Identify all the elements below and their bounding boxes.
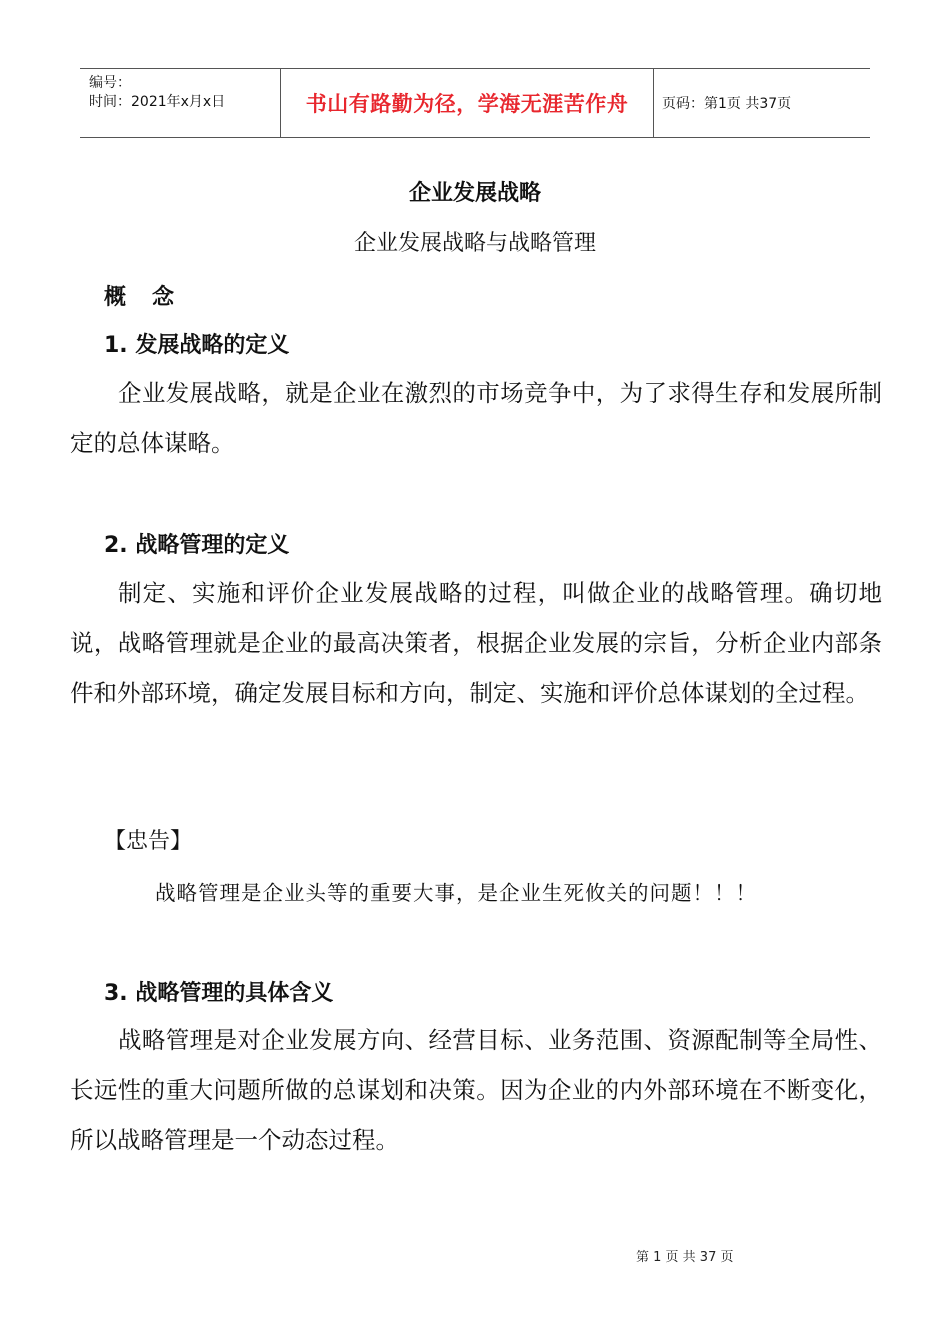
- concept-heading-char-1: 概: [104, 285, 127, 310]
- advice-heading: 【忠告】: [104, 829, 193, 854]
- section-paragraph-2: 制定、实施和评价企业发展战略的过程，叫做企业的战略管理。确切地说，战略管理就是企业的最高决策者，根据企业发展的宗旨，分析企业内部条件和外部环境，确定发展目标和方向，制定、实施和评价总体谋划的全过程。: [70, 579, 882, 707]
- header-page-info: 页码：第1页 共37页: [662, 96, 792, 112]
- advice-text: 战略管理是企业头等的重要大事，是企业生死攸关的问题！！！: [155, 881, 757, 905]
- header-table: [80, 68, 870, 138]
- header-motto: 书山有路勤为径，学海无涯苦作舟: [305, 92, 629, 116]
- document-time-label: 时间：2021年x月x日: [89, 94, 226, 110]
- section-heading-1: 1. 发展战略的定义: [104, 333, 290, 358]
- header-meta: [80, 69, 281, 137]
- document-title: 企业发展战略: [408, 181, 541, 206]
- footer-page-number: 第 1 页 共 37 页: [636, 1250, 734, 1265]
- section-heading-2: 2. 战略管理的定义: [104, 533, 290, 558]
- concept-heading: [104, 280, 174, 311]
- header-page-cell: [654, 69, 870, 137]
- document-subtitle: 企业发展战略与战略管理: [353, 231, 596, 256]
- section-paragraph-3: 战略管理是对企业发展方向、经营目标、业务范围、资源配制等全局性、长远性的重大问题所做的总谋划和决策。因为企业的内外部环境在不断变化，所以战略管理是一个动态过程。: [70, 1026, 882, 1154]
- document-number-label: 编号：: [89, 75, 131, 91]
- header-motto-cell: [281, 69, 654, 137]
- concept-heading-char-2: 念: [152, 285, 175, 310]
- section-heading-3: 3. 战略管理的具体含义: [104, 981, 334, 1006]
- section-paragraph-1: 企业发展战略，就是企业在激烈的市场竞争中，为了求得生存和发展所制定的总体谋略。: [70, 379, 882, 457]
